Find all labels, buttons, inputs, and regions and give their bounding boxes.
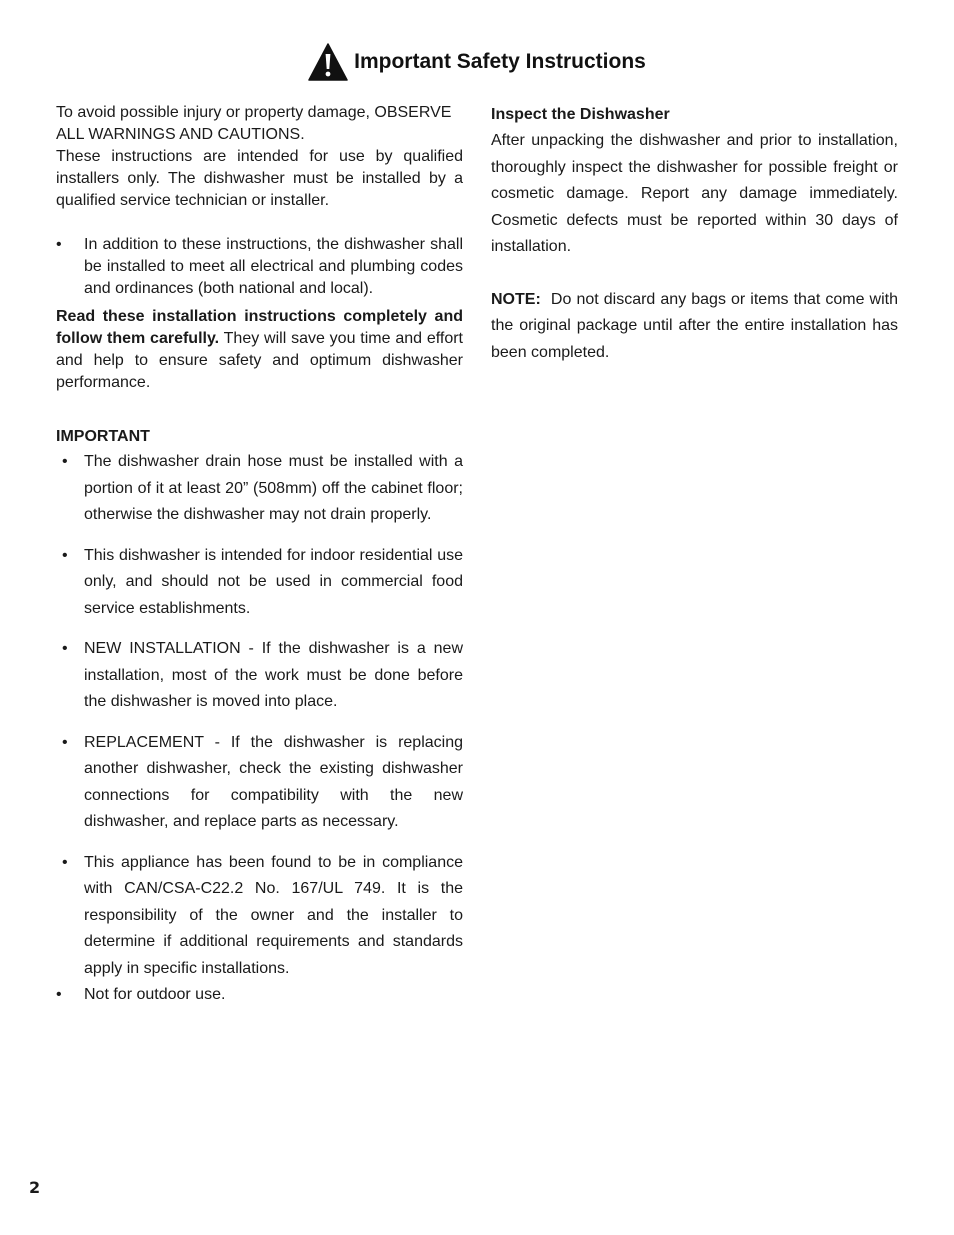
- note-body: Do not discard any bags or items that come with the original package until after the entire installation has been completed.: [491, 290, 899, 361]
- page-title: Important Safety Instructions: [354, 50, 646, 73]
- important-heading: IMPORTANT: [56, 428, 150, 445]
- bullet-marker: •: [56, 986, 62, 1003]
- list-item: [56, 543, 463, 623]
- read-instructions-rest: They will save you time and effort and help to ensure safety and optimum dishwasher performance.: [56, 330, 463, 391]
- list-item-text: REPLACEMENT - If the dishwasher is replacing another dishwasher, check the existing dishwasher connections for compatibility with the new dishwasher, and replace parts as necessary.: [84, 733, 463, 830]
- inspect-body-text: After unpacking the dishwasher and prior to installation, thoroughly inspect the dishwasher for possible freight or cosmetic damage. Report any damage immediately. Cosmetic defects must be reported within 30 days of installation.: [491, 132, 898, 255]
- page-number: 2: [29, 1178, 41, 1197]
- list-item: [56, 982, 463, 1009]
- list-item-text: Not for outdoor use.: [84, 986, 226, 1003]
- list-item: [56, 850, 463, 983]
- read-instructions-text: [56, 306, 463, 394]
- intro-installers-text: These instructions are intended for use by qualified installers only. The dishwasher must be installed by a qualified service technician or installer.: [56, 148, 463, 209]
- bullet-marker: •: [62, 546, 68, 564]
- bullet-marker: •: [62, 853, 68, 871]
- right-column: [491, 102, 898, 366]
- intro-warning-text: To avoid possible injury or property damage, OBSERVE ALL WARNINGS AND CAUTIONS.: [56, 104, 452, 143]
- note-label: NOTE:: [491, 290, 541, 308]
- list-item-text: This appliance has been found to be in compliance with CAN/CSA-C22.2 No. 167/UL 749. It is the responsibility of the owner and the installer to determine if additional requirements and standards apply in specific installations.: [84, 853, 463, 977]
- bullet-marker: •: [62, 453, 68, 470]
- list-item-text: This dishwasher is intended for indoor residential use only, and should not be used in commercial food service establishments.: [84, 546, 463, 617]
- codes-bullet-text: In addition to these instructions, the dishwasher shall be installed to meet all electrical and plumbing codes and ordinances (both national and local).: [84, 236, 463, 297]
- read-instructions-bold: Read these installation instructions completely and follow them carefully.: [56, 308, 463, 347]
- page-header: [0, 43, 954, 81]
- bullet-marker: •: [62, 640, 68, 657]
- list-item-text: NEW INSTALLATION - If the dishwasher is a new installation, most of the work must be done before the dishwasher is moved into place.: [84, 640, 463, 710]
- note-text: [491, 287, 898, 367]
- bullet-marker: •: [56, 236, 62, 253]
- codes-bullet-item: [56, 234, 463, 300]
- list-item: [56, 449, 463, 529]
- list-item: [56, 730, 463, 836]
- warning-triangle-icon: [308, 43, 348, 81]
- bullet-marker: •: [62, 733, 68, 751]
- list-item: [56, 636, 463, 716]
- important-list: [56, 449, 463, 1009]
- left-column: [56, 102, 463, 1009]
- list-item-text: The dishwasher drain hose must be installed with a portion of it at least 20” (508mm) off the cabinet floor; otherwise the dishwasher may not drain properly.: [84, 453, 463, 523]
- inspect-heading: Inspect the Dishwasher: [491, 106, 670, 123]
